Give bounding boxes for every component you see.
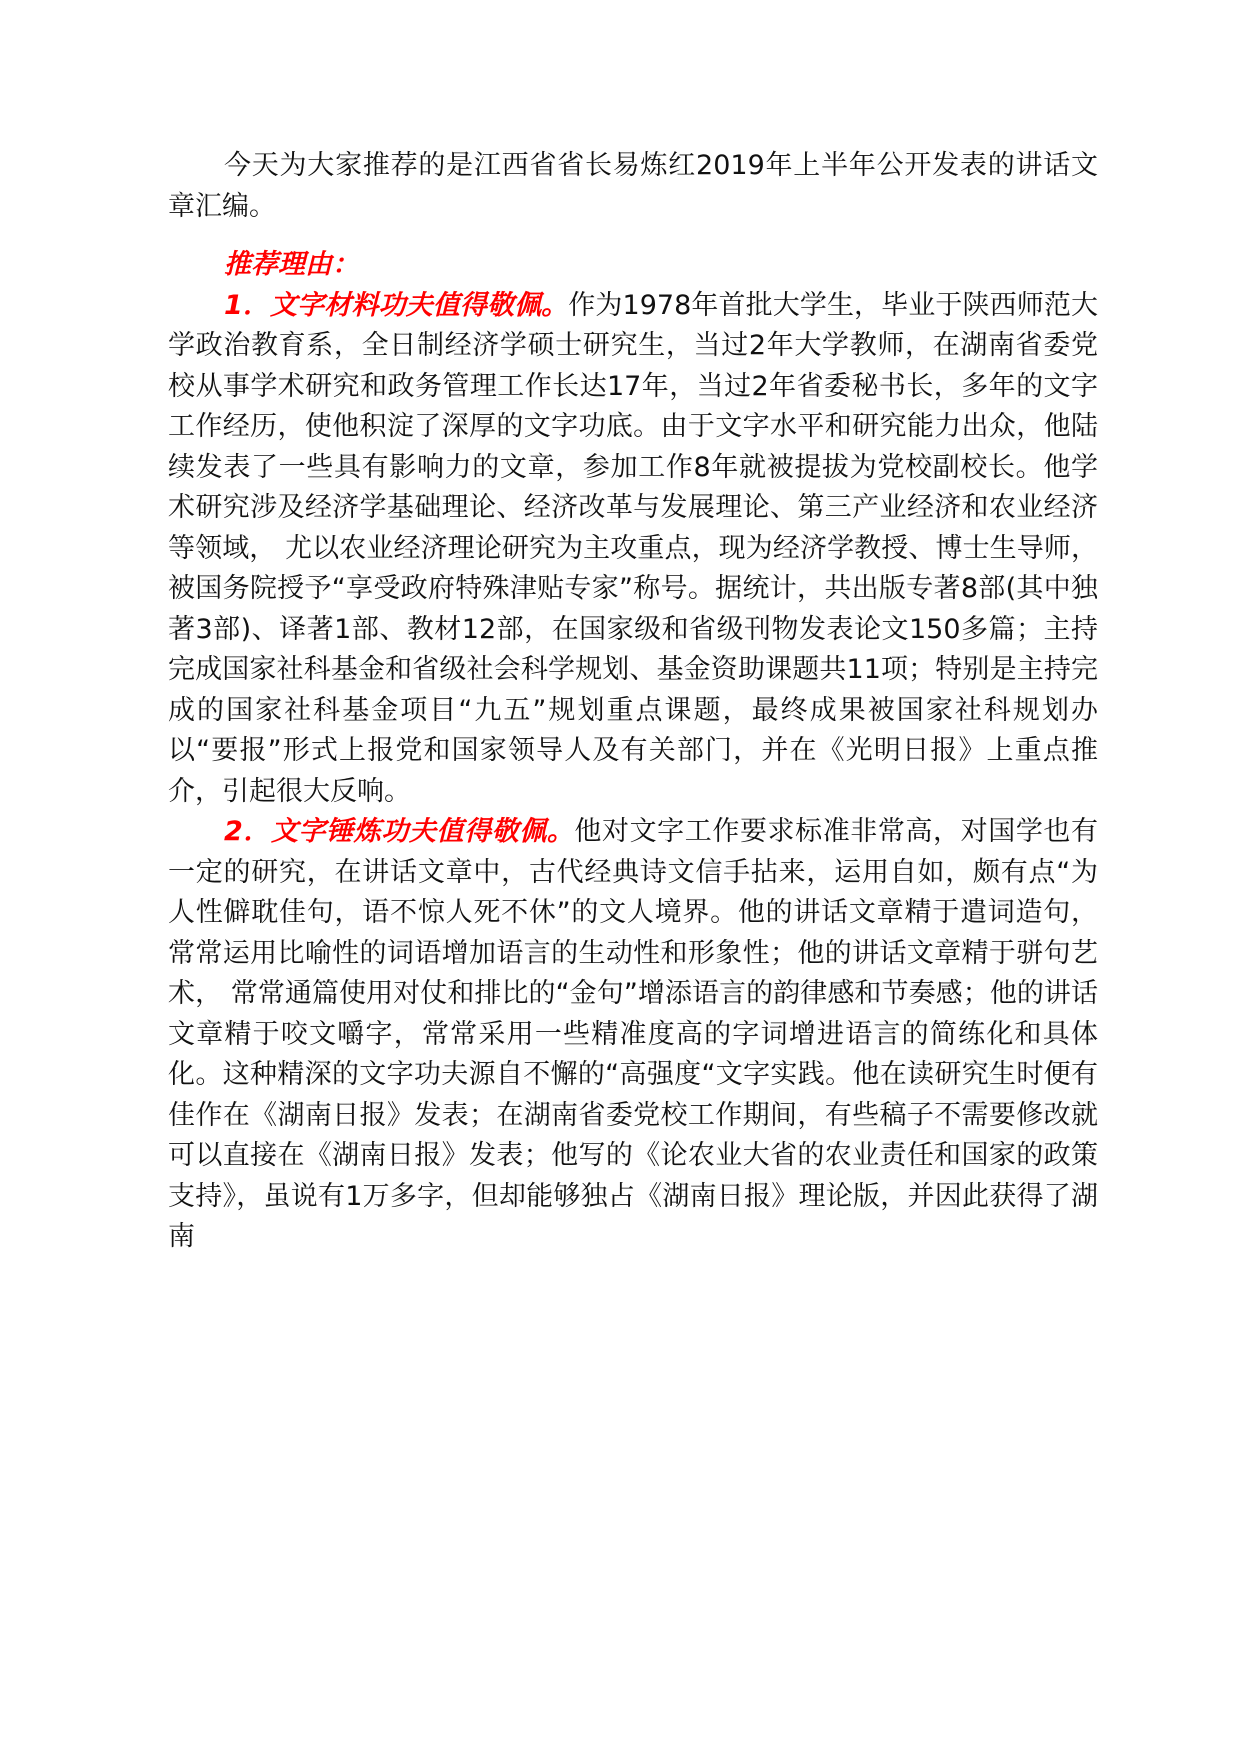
- document-page: [168, 146, 1098, 1258]
- reason-paragraph-1: [168, 286, 1098, 813]
- intro-paragraph: 今天为大家推荐的是江西省省长易炼红2019年上半年公开发表的讲话文章汇编。: [168, 150, 1098, 222]
- reason-body-1: 作为1978年首批大学生，毕业于陕西师范大学政治教育系，全日制经济学硕士研究生，当过2年大学教师，在湖南省委党校从事学术研究和政务管理工作长达17年，当过2年省委秘书长，多年的文字工作经历，使他积淀了深厚的文字功底。由于文字水平和研究能力出众，他陆续发表了一些具有影响力的文章，参加工作8年就被提拔为党校副校长。他学术研究涉及经济学基础理论、经济改革与发展理论、第三产业经济和农业经济等领域， 尤以农业经济理论研究为主攻重点，现为经济学教授、博士生导师，被国务院授予“享受政府特殊津贴专家”称号。据统计，共出版专著8部(其中独著3部)、译著1部、教材12部，在国家级和省级刊物发表论文150多篇；主持完成国家社科基金和省级社会科学规划、基金资助课题共11项；特别是主持完成的国家社科基金项目“九五”规划重点课题，最终成果被国家社科规划办以“要报”形式上报党和国家领导人及有关部门，并在《光明日报》上重点推介，引起很大反响。: [168, 289, 1098, 807]
- reasons-title: 推荐理由：: [224, 249, 359, 280]
- reason-paragraph-2: [168, 812, 1098, 1258]
- reason-body-2: 他对文字工作要求标准非常高，对国学也有一定的研究，在讲话文章中，古代经典诗文信手拈来，运用自如，颇有点“为人性僻耽佳句，语不惊人死不休”的文人境界。他的讲话文章精于遣词造句，常常运用比喻性的词语增加语言的生动性和形象性；他的讲话文章精于骈句艺术， 常常通篇使用对仗和排比的“金句”增添语言的韵律感和节奏感；他的讲话文章精于咬文嚼字，常常采用一些精准度高的字词增进语言的简练化和具体化。这种精深的文字功夫源自不懈的“高强度“文字实践。他在读研究生时便有佳作在《湖南日报》发表；在湖南省委党校工作期间，有些稿子不需要修改就可以直接在《湖南日报》发表；他写的《论农业大省的农业责任和国家的政策支持》，虽说有1万多字，但却能够独占《湖南日报》理论版，并因此获得了湖南: [168, 816, 1098, 1252]
- reason-heading-1: 1．文字材料功夫值得敬佩。: [224, 289, 569, 321]
- reason-heading-2: 2．文字锤炼功夫值得敬佩。: [224, 816, 575, 847]
